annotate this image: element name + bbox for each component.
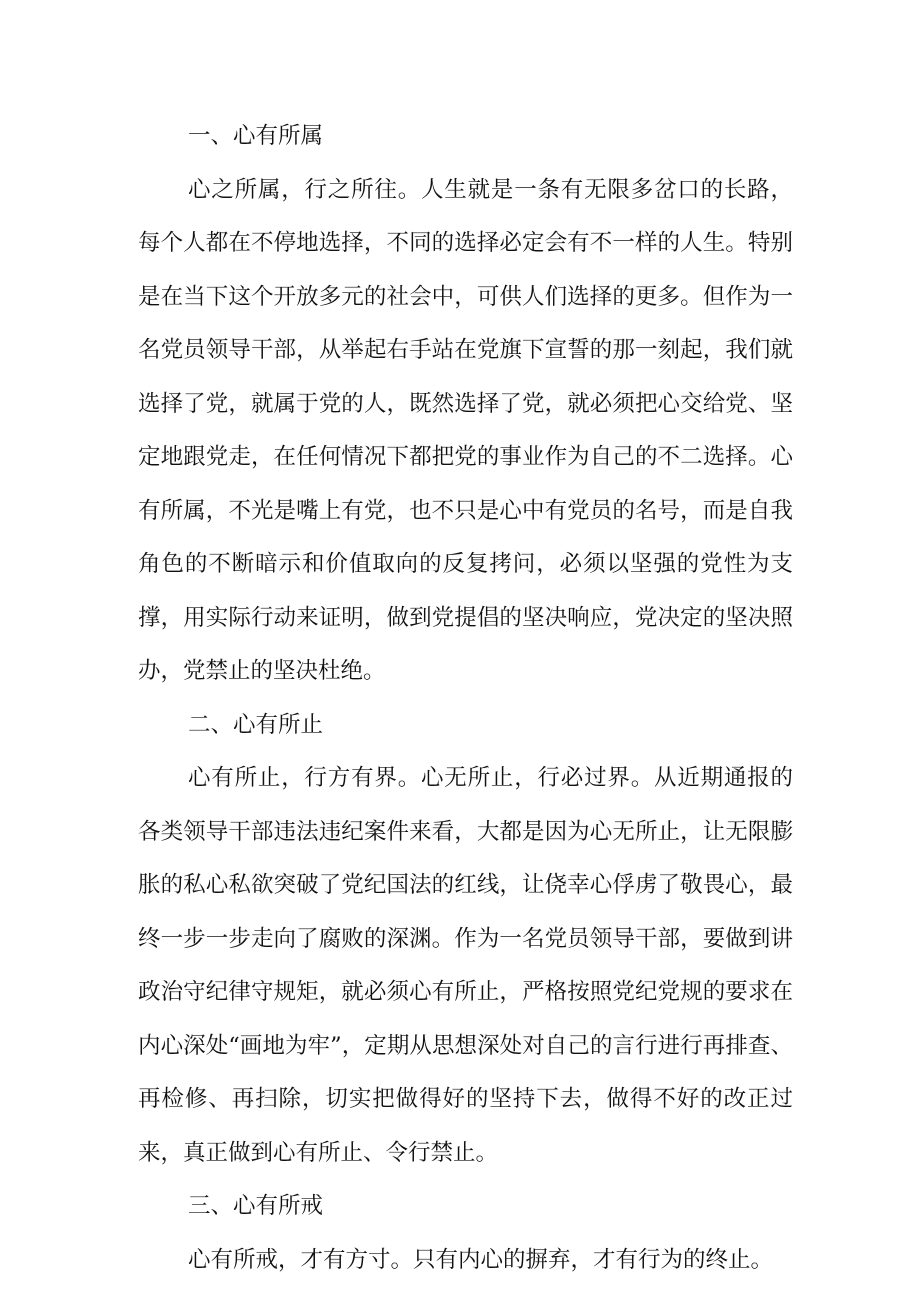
document-body [138, 110, 793, 1287]
section-paragraph: 心之所属，行之所往。人生就是一条有无限多岔口的长路，每个人都在不停地选择，不同的选择必定会有不一样的人生。特别是在当下这个开放多元的社会中，可供人们选择的更多。但作为一名党员领导干部，从举起右手站在党旗下宣誓的那一刻起，我们就选择了党，就属于党的人，既然选择了党，就必须把心交给党、坚定地跟党走，在任何情况下都把党的事业作为自己的不二选择。心有所属，不光是嘴上有党，也不只是心中有党员的名号，而是自我角色的不断暗示和价值取向的反复拷问，必须以坚强的党性为支撑，用实际行动来证明，做到党提倡的坚决响应，党决定的坚决照办，党禁止的坚决杜绝。 [138, 176, 793, 684]
section-paragraph: 心有所戒，才有方寸。只有内心的摒弃，才有行为的终止。 [188, 1246, 774, 1273]
section-paragraph: 心有所止，行方有界。心无所止，行必过界。从近期通报的各类领导干部违法违纪案件来看，大都是因为心无所止，让无限膨胀的私心私欲突破了党纪国法的红线，让侥幸心俘虏了敬畏心，最终一步一步走向了腐败的深渊。作为一名党员领导干部，要做到讲政治守纪律守规矩，就必须心有所止，严格按照党纪党规的要求在内心深处“画地为牢”，定期从思想深处对自己的言行进行再排查、再检修、再扫除，切实把做得好的坚持下去，做得不好的改正过来，真正做到心有所止、令行禁止。 [138, 765, 793, 1166]
section-heading: 二、心有所止 [188, 711, 324, 738]
section-heading: 三、心有所戒 [188, 1193, 324, 1219]
section-heading: 一、心有所属 [188, 123, 324, 149]
